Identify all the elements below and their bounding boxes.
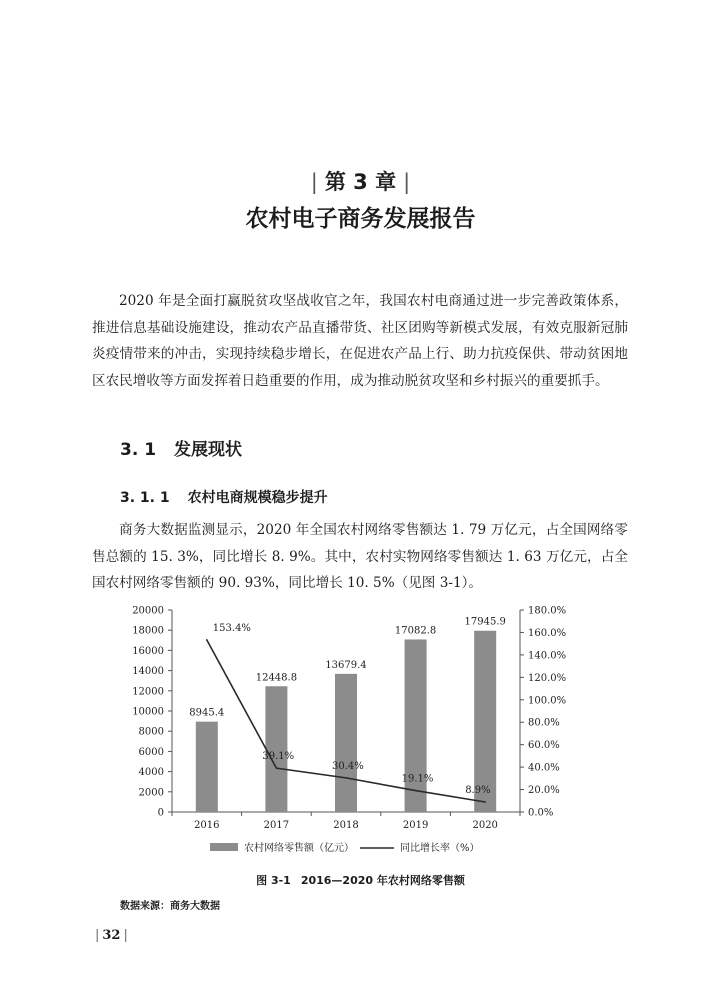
right-tick-label: 40.0% (528, 762, 560, 774)
left-tick-label: 6000 (138, 746, 164, 758)
right-tick-label: 160.0% (528, 627, 567, 639)
legend-bar-swatch (210, 843, 238, 851)
body-text: 商务大数据监测显示，2020 年全国农村网络零售额达 1. 79 万亿元，占全国网络零售总额的 15. 3%，同比增长 8. 9%。其中，农村实物网络零售额达 1. 63 万亿元，占全国农村网络零售额的 90. 93%，同比增长 10. 5%（见图 3-1）。 (92, 522, 628, 591)
growth-value-label: 19.1% (401, 773, 434, 785)
x-tick-label: 2020 (472, 820, 498, 831)
left-tick-label: 16000 (132, 645, 164, 657)
left-tick-label: 0 (157, 807, 164, 819)
x-tick-label: 2019 (402, 820, 429, 831)
subsection-number: 3. 1. 1 (120, 490, 170, 506)
data-source: 数据来源：商务大数据 (120, 901, 220, 912)
retail-chart (110, 600, 590, 860)
figure-title: 2016—2020 年农村网络零售额 (300, 874, 465, 887)
right-tick-label: 100.0% (528, 695, 567, 707)
subsection-title: 农村电商规模稳步提升 (187, 490, 328, 506)
x-tick-label: 2017 (263, 820, 290, 831)
right-tick-label: 120.0% (528, 672, 567, 684)
section-number: 3. 1 (120, 440, 157, 460)
left-tick-label: 4000 (138, 767, 164, 779)
chapter-title: 农村电子商务发展报告 (245, 205, 476, 232)
legend-line-label: 同比增长率（%） (400, 843, 480, 854)
bar-value-label: 8945.4 (189, 707, 225, 719)
growth-point-2016 (206, 639, 208, 641)
right-tick-label: 20.0% (528, 785, 560, 797)
body-paragraph (92, 517, 628, 597)
section-title: 发展现状 (174, 440, 243, 460)
intro-text: 2020 年是全面打赢脱贫攻坚战收官之年，我国农村电商通过进一步完善政策体系，推进信息基础设施建设，推动农产品直播带货、社区团购等新模式发展，有效克服新冠肺炎疫情带来的冲击，实现持续稳步增长，在促进农产品上行、助力抗疫保供、带动贫困地区农民增收等方面发挥着日趋重要的作用，成为推动脱贫攻坚和乡村振兴的重要抓手。 (92, 293, 628, 389)
bar-value-label: 17945.9 (464, 616, 506, 628)
growth-value-label: 30.4% (332, 760, 364, 772)
page-number-value: 32 (102, 928, 121, 943)
legend-bar-label: 农村网络零售额（亿元） (244, 843, 354, 854)
growth-value-label: 39.1% (262, 751, 295, 763)
divider-left: | (310, 170, 318, 194)
growth-point-2020 (484, 801, 486, 803)
left-tick-label: 8000 (138, 726, 164, 738)
bar-value-label: 13679.4 (325, 659, 367, 671)
left-tick-label: 18000 (132, 625, 164, 637)
growth-point-2017 (276, 767, 278, 769)
bar-2019 (405, 639, 427, 812)
right-tick-label: 180.0% (528, 605, 567, 617)
subsection-heading (120, 487, 328, 507)
divider-right: | (403, 170, 411, 194)
left-tick-label: 2000 (138, 787, 164, 799)
right-tick-label: 60.0% (528, 740, 560, 752)
chapter-number: 第 3 章 (324, 170, 397, 194)
chapter-label (0, 166, 721, 196)
figure-number: 图 3-1 (256, 874, 291, 887)
left-tick-label: 10000 (132, 706, 164, 718)
right-tick-label: 80.0% (528, 717, 560, 729)
figure-caption (0, 872, 721, 888)
bar-value-label: 12448.8 (255, 672, 298, 684)
left-tick-label: 12000 (132, 686, 164, 698)
growth-point-2019 (415, 790, 417, 792)
left-tick-label: 20000 (132, 605, 164, 617)
intro-paragraph (92, 288, 628, 394)
x-tick-label: 2018 (333, 820, 359, 831)
bar-2016 (196, 722, 218, 812)
page-number: | 32 | (95, 928, 128, 943)
growth-value-label: 8.9% (465, 785, 491, 797)
x-tick-label: 2016 (194, 820, 220, 831)
bar-2017 (265, 686, 287, 812)
growth-value-label: 153.4% (212, 622, 251, 634)
right-tick-label: 140.0% (528, 650, 567, 662)
left-tick-label: 14000 (132, 666, 164, 678)
bar-2018 (335, 674, 357, 812)
section-heading (120, 435, 242, 460)
growth-point-2018 (345, 777, 347, 779)
bar-value-label: 17082.8 (394, 625, 437, 637)
right-tick-label: 0.0% (528, 807, 554, 819)
